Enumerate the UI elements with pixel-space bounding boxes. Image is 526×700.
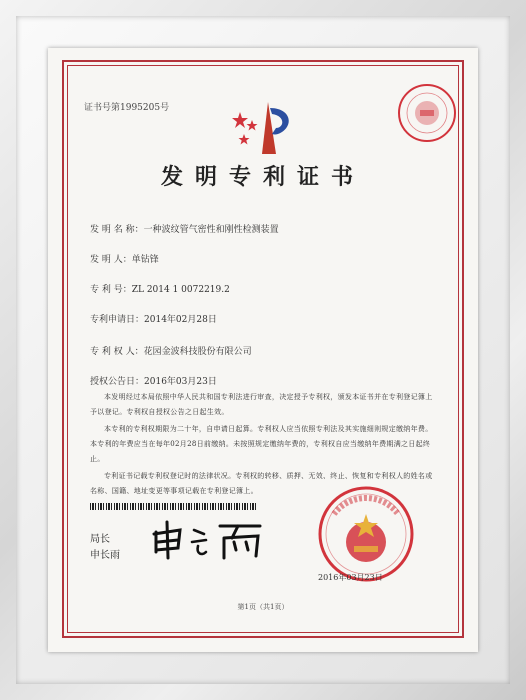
certificate-title: 发明专利证书: [160, 164, 365, 190]
seal-date: 2016年03月23日: [318, 573, 383, 582]
field-label: 专利申请日：: [90, 315, 145, 325]
certificate-seal-top-icon: [396, 82, 458, 144]
field-application-date: [90, 312, 217, 325]
certificate-number: 证书号第1995205号: [84, 103, 170, 113]
field-label: 专 利 权 人：: [90, 347, 144, 357]
field-label: 专 利 号：: [90, 285, 132, 295]
field-patent-number: [90, 282, 230, 295]
field-value: 花园金波科技股份有限公司: [143, 347, 252, 357]
body-paragraph: 专利证书记载专利权登记时的法律状况。专利权的转移、质押、无效、终止、恢复和专利权人的姓名或名称、国籍、地址变更等事项记载在专利登记簿上。: [90, 472, 433, 495]
field-label: 授权公告日：: [90, 377, 145, 387]
official-seal-icon: [316, 484, 416, 584]
field-inventor: [90, 252, 159, 265]
body-paragraph: 本专利的专利权期限为二十年，自申请日起算。专利权人应当依照专利法及其实施细则规定缴纳年费。本专利的年费应当在每年02月28日前缴纳。未按照规定缴纳年费的，专利权自应当缴纳年费期满之日起终止。: [90, 425, 433, 463]
field-value: 2014年02月28日: [144, 315, 217, 325]
director-name: 申长雨: [90, 550, 120, 561]
field-label: 发 明 名 称：: [90, 225, 144, 235]
field-value: 单钻锋: [131, 255, 159, 265]
field-value: ZL 2014 1 0072219.2: [131, 285, 230, 295]
director-signature-icon: [150, 518, 270, 562]
field-value: 2016年03月23日: [144, 377, 217, 387]
director-title: 局长: [90, 534, 110, 545]
body-paragraph: 本发明经过本局依照中华人民共和国专利法进行审查，决定授予专利权，颁发本证书并在专利登记簿上予以登记。专利权自授权公告之日起生效。: [90, 393, 433, 416]
patent-office-logo-icon: [232, 98, 296, 156]
field-patentee: [90, 344, 252, 357]
field-grant-date: [90, 374, 217, 387]
page-footer: 第1页（共1页）: [237, 603, 289, 611]
field-value: 一种波纹管气密性和刚性检测装置: [143, 225, 279, 235]
field-invention-name: [90, 222, 279, 235]
field-label: 发 明 人：: [90, 255, 132, 265]
barcode: [90, 503, 258, 510]
